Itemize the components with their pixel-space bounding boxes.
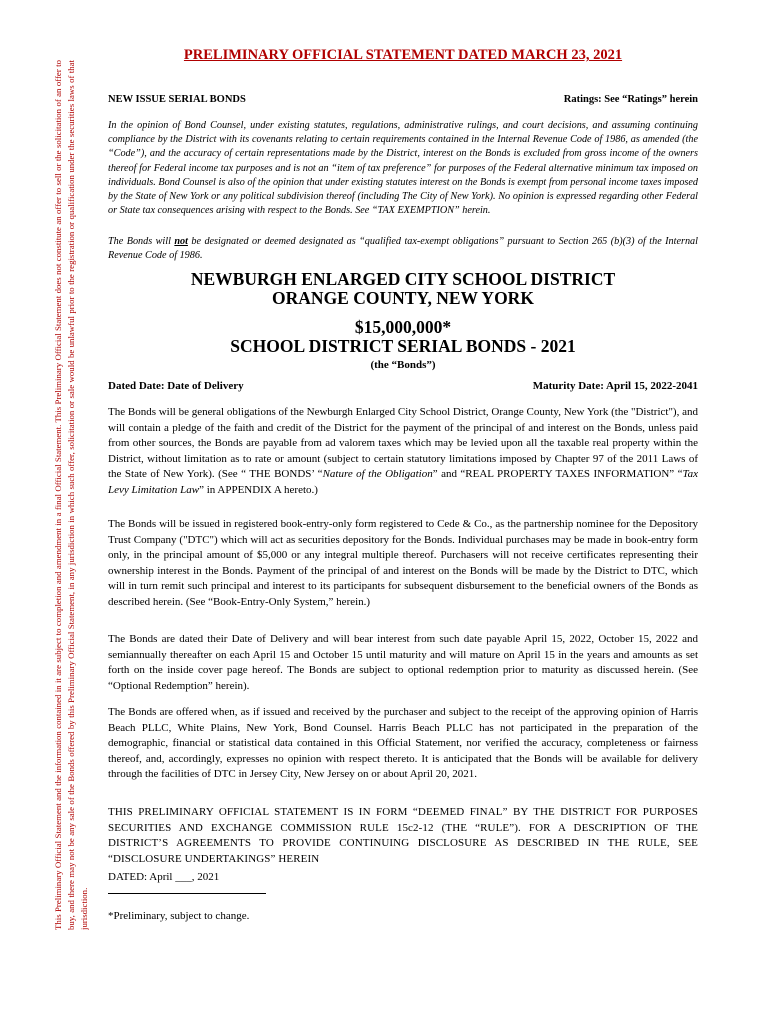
document-title: PRELIMINARY OFFICIAL STATEMENT DATED MARCH 23, 2021	[183, 47, 623, 63]
defined-term: (the “Bonds”)	[370, 359, 436, 371]
paragraph-security	[108, 405, 698, 498]
sidebar-disclaimer	[52, 60, 104, 930]
para1-text-c: ” and “REAL PROPERTY TAXES INFORMATION” “	[432, 468, 683, 480]
bq-emphasis: not	[174, 236, 188, 247]
footnote: *Preliminary, subject to change.	[108, 910, 250, 922]
dates-row	[108, 380, 698, 392]
paragraph-offering: The Bonds are offered when, as if issued and received by the purchaser and subject to the receipt of the approving opinion of Harris Beach PLLC, White Plains, New York, Bond Counsel. Harris Beach PLLC has not participated in the preparation of the demographic, financial or statistical data contained in this Official Statement, nor verified the accuracy, completeness or fairness thereof, and, accordingly, expresses no opinion with respect thereto. It is anticipated that the Bonds will be available for delivery through the facilities of DTC in Jersey City, New Jersey on or about April 20, 2021.	[108, 706, 698, 780]
series-name: SCHOOL DISTRICT SERIAL BONDS - 2021	[230, 336, 576, 356]
dated-date: Dated Date: Date of Delivery	[108, 380, 244, 392]
footnote-rule	[108, 893, 266, 894]
issuer-county: ORANGE COUNTY, NEW YORK	[272, 288, 534, 308]
dated-line: DATED: April ___, 2021	[108, 871, 220, 883]
issue-type: NEW ISSUE SERIAL BONDS	[108, 94, 246, 105]
paragraph-book-entry: The Bonds will be issued in registered book-entry-only form registered to Cede & Co., as the partnership nominee for the Depository Trust Company ("DTC") which will act as securities depository for the Bonds. Individual purchases may be made in book-entry form only, in the principal amount of $5,000 or any integral multiple thereof. Purchasers will not receive certificates representing their ownership interest in the Bonds. Payment of the principal of and interest on the Bonds will be made by the District to DTC, which will in turn remit such principal and interest to its participants for subsequent disbursement to the beneficial owners of the Bonds as described herein. (See “Book-Entry-Only System,” herein.)	[108, 518, 698, 608]
para1-text-a: The Bonds will be general obligations of the Newburgh Enlarged City School District, Orange County, New York (the "District"), and will contain a pledge of the faith and credit of the District for the payment of the principal of and interest on the Bonds, unless paid from other sources, the Bonds are payable from ad valorem taxes which may be levied upon all the taxable real property within the District, without limitation as to rate or amount (subject to certain statutory limitations imposed by Chapter 97 of the 2011 Laws of the State of New York). (See “ THE BONDS’ “	[108, 406, 698, 480]
para1-italic-b: Nature of the Obligation	[322, 468, 433, 480]
issuer-name: NEWBURGH ENLARGED CITY SCHOOL DISTRICT	[190, 269, 616, 289]
paragraph-disclosure: THIS PRELIMINARY OFFICIAL STATEMENT IS IN FORM “DEEMED FINAL” BY THE DISTRICT FOR PURPOSES SECURITIES AND EXCHANGE COMMISSION RULE 15c2-12 (THE “RULE”). FOR A DESCRIPTION OF THE DISTRICT’S AGREEMENTS TO PROVIDE CONTINUING DISCLOSURE AS DESCRIBED IN THE RULE, SEE “DISCLOSURE UNDERTAKINGS” HEREIN	[108, 806, 698, 865]
issue-amount: $15,000,000*	[354, 317, 452, 337]
para1-italic-d: Tax Levy Limitation Law	[108, 468, 698, 496]
sidebar-disclaimer-text: This Preliminary Official Statement and the information contained in it are subject to completion and amendment in a final Official Statement. This Preliminary Official Statement does not constitute an offer to sell or the solicitation of an offer to buy, and there may not be any sale of the Bonds offered by this Preliminary Official Statement, in any jurisdiction in which such offer, solicitation or sale would be unlawful prior to the registration or qualification under the securities laws of that jurisdiction.	[53, 60, 89, 930]
bq-before: The Bonds will	[108, 236, 175, 247]
maturity-date: Maturity Date: April 15, 2022-2041	[532, 380, 698, 392]
paragraph-interest: The Bonds are dated their Date of Delivery and will bear interest from such date payable April 15, 2022, October 15, 2022 and semiannually thereafter on each April 15 and October 15 until maturity and will mature on April 15 in the years and amounts as set forth on the inside cover page hereof. The Bonds are subject to optional redemption prior to maturity as discussed herein. (See “Optional Redemption” herein).	[108, 633, 698, 692]
para1-text-e: ” in APPENDIX A hereto.)	[199, 483, 318, 496]
tax-opinion: In the opinion of Bond Counsel, under existing statutes, regulations, administrative rulings, and court decisions, and assuming continuing compliance by the District with its covenants relating to certain requirements contained in the Internal Revenue Code of 1986, as amended (the “Code”), and the accuracy of certain representations made by the District, interest on the Bonds is excluded from gross income of the owners thereof for Federal income tax purposes and is not an “item of tax preference” for purposes of the Federal alternative minimum tax imposed on individuals. Bond Counsel is also of the opinion that under existing statutes interest on the Bonds is exempt from personal income taxes imposed by the State of New York or any political subdivision thereof (including The City of New York). No opinion is expressed regarding other Federal or State tax consequences arising with respect to the Bonds. See “TAX EXEMPTION” herein.	[108, 120, 698, 217]
ratings-note: Ratings: See “Ratings” herein	[563, 94, 698, 105]
bq-after: be designated or deemed designated as “qualified tax-exempt obligations” pursuant to Section 265 (b)(3) of the Internal Revenue Code of 1986.	[108, 236, 698, 262]
header-row	[108, 94, 698, 105]
bank-qualification-note	[108, 235, 698, 263]
